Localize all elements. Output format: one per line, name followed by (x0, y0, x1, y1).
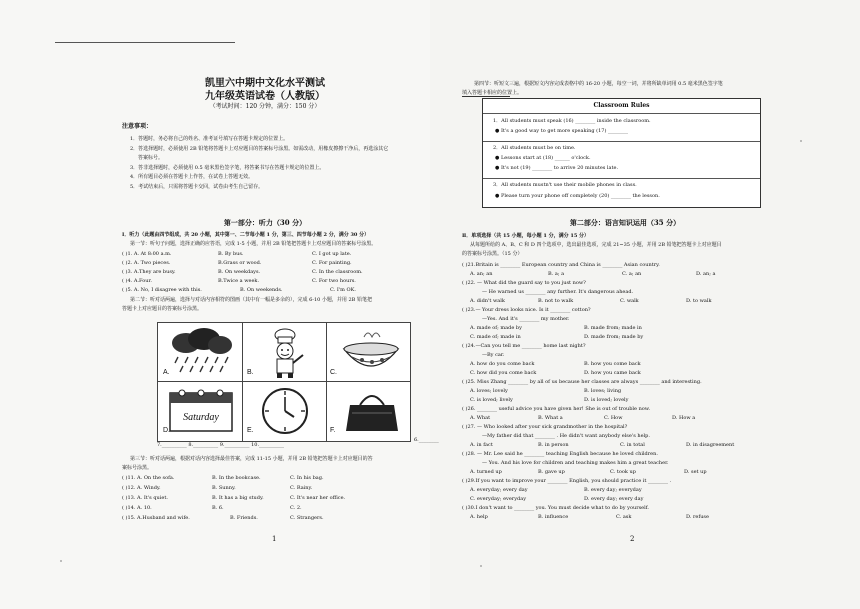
option-a: A. an; an (470, 271, 493, 277)
exam-title: 凯里六中期中文化水平测试 (205, 78, 325, 89)
option-c: C. in total (620, 442, 645, 448)
option-c: C. How (604, 415, 623, 421)
option-c: C. For two hours. (312, 278, 356, 284)
question-24: ( )24.—Can you tell me ________ home last night? (462, 343, 586, 349)
option-a: A. help (470, 514, 488, 520)
option-d: D. is loved; lovely (584, 397, 629, 403)
option-b: B. Sunny. (212, 485, 236, 491)
question-item: ( )5. A. No, I disagree with this. (122, 287, 202, 293)
chef-picture (260, 327, 310, 379)
notice-title: 注意事项： (122, 123, 153, 130)
question-26: ( )26. ________ useful advice you have given her! She is out of trouble now. (462, 406, 651, 412)
question-item: ( )1. A. At 8:00 a.m. (122, 251, 172, 257)
section1-instructions: 第一节：听句子问题，选择正确的应答语，完成 1-5 小题，并用 2B 铅笔把答题卡上对应题目的答案标号涂黑。 (130, 241, 377, 247)
option-c: C. ask (616, 514, 632, 520)
page-number: 2 (630, 535, 635, 543)
option-b: B. loves; living (584, 388, 622, 394)
option-c: C. 2. (290, 505, 302, 511)
question-28-line2: — You. And his love for children and teaching makes him a great teacher. (482, 460, 669, 466)
option-c: C. Strangers. (290, 515, 324, 521)
underline (462, 96, 510, 97)
option-b: B. gave up (538, 469, 565, 475)
question-item: ( )14. A. 10. (122, 505, 152, 511)
calendar-picture (164, 385, 238, 437)
notice-item: 答案标号。 (138, 155, 164, 161)
section4-instructions: 填入答题卡相应的位置上。 (462, 90, 523, 96)
question-22-line2: — He warned us ________ any further. It's dangerous ahead. (482, 289, 634, 295)
option-d: D. in disagreement (686, 442, 735, 448)
section3-instructions: 第三节：听对话两遍，根据对话内容选择最佳答案，完成 11-15 小题，并用 2B 铅笔把答题卡上对应题目的答 (130, 456, 373, 462)
option-b: B. in person (538, 442, 569, 448)
question-item: ( )2. A. Two pieces. (122, 260, 171, 266)
option-b: B. every day; everyday (584, 487, 642, 493)
rule-item: 3．All students mustn't use their mobile phones in class. (493, 182, 637, 188)
option-b: B. It has a big study. (212, 495, 264, 501)
question-25: ( )25. Miss Zhang ________ by all of us because her classes are always ________ and interesting. (462, 379, 702, 385)
rule-item: 1．All students must speak (16) ________ inside the classroom. (493, 118, 651, 124)
question-item: ( )12. A. Windy. (122, 485, 161, 491)
option-d: D. set up (684, 469, 707, 475)
rule-item: ● Please turn your phone off completely (20) ________ the lesson. (495, 193, 660, 199)
question-27-line2: —My father did that ________ . He didn't want anybody else's help. (482, 433, 650, 439)
option-b: B. made from; made in (584, 325, 642, 331)
question-29: ( )29.If you want to improve your ________ English, you should practice it ________ . (462, 478, 672, 484)
option-c: C. In the classroom. (312, 269, 363, 275)
header-rule (55, 42, 235, 43)
option-a: A. didn't walk (470, 298, 505, 304)
option-a: A. loves; lovely (470, 388, 508, 394)
rule-item: ● Lessons start at (18) ______ o'clock. (495, 155, 591, 161)
option-a: A. turned up (470, 469, 502, 475)
option-d: D. to walk (686, 298, 712, 304)
handbag-picture (342, 385, 402, 437)
rule-item: 2．All students must be on time. (493, 145, 576, 151)
rules-title: Classroom Rules (593, 102, 650, 109)
page-number: 1 (272, 535, 277, 543)
option-c: C. a; an (622, 271, 642, 277)
notice-item: 5．考试结束后，只需将答题卡交回，试卷由考生自己留存。 (130, 184, 264, 190)
question-item: ( )13. A. It's quiet. (122, 495, 168, 501)
clock-picture (258, 385, 312, 437)
classroom-rules-table (482, 98, 761, 208)
question-28: ( )28. — Mr. Lee said he ________ teaching English because he loved children. (462, 451, 658, 457)
option-b: B. On weekdays. (218, 269, 261, 275)
notice-item: 3．答非选择题时，必须使用 0.5 毫米黑色签字笔，将答案书写在答题卡规定的位置上。 (130, 165, 325, 171)
notice-item: 4．所有题目必须在答题卡上作答，在试卷上答题无效。 (130, 174, 254, 180)
option-c: C. In his bag. (290, 475, 324, 481)
mc-instructions: 的答案标号涂黑。（15 分） (462, 251, 523, 257)
section3-instructions: 案标号涂黑。 (122, 465, 153, 471)
question-21: ( )21.Britain is ________ European country and China is ________ Asian country. (462, 262, 660, 268)
question-23-line2: —Yes. And it's ________ my mother. (482, 316, 570, 322)
option-c: C. is loved; lively (470, 397, 513, 403)
option-b: B.Grass or wood. (218, 260, 262, 266)
option-b: B. In the bookcase. (212, 475, 261, 481)
question-item: ( )4. A.Four. (122, 278, 152, 284)
answer-blanks: 7.__________ 8.__________ 9.__________ 10.__________ (157, 442, 285, 448)
option-c: C. For painting. (312, 260, 352, 266)
question-item: ( )11. A. On the sofa. (122, 475, 175, 481)
option-c: C. walk (620, 298, 639, 304)
picture-grid (157, 322, 411, 442)
option-d: D. an; a (696, 271, 716, 277)
rain-cloud-picture (164, 327, 236, 377)
question-24-line2: —By car. (482, 352, 505, 358)
option-c: C. I'm OK. (330, 287, 356, 293)
calendar-text: Saturday (183, 412, 219, 423)
option-c: C. took up (610, 469, 636, 475)
exam-info: （考试时间：120 分钟，满分：150 分） (209, 103, 321, 110)
notice-item: 1．答题时，务必将自己的姓名、准考证号填写在答题卡规定的位置上。 (130, 136, 289, 142)
option-d: D. every day; every day (584, 496, 644, 502)
listening-heading: Ⅰ．听力（此题由四节组成，共 20 小题，其中第一、二节每小题 1 分，第三、四节每小题 2 分，满分 30 分） (122, 232, 370, 238)
option-b: B. Friends. (230, 515, 258, 521)
question-30: ( )30.I don't want to ________ you. You must decide what to do by yourself. (462, 505, 649, 511)
question-item: ( )3. A.They are busy. (122, 269, 176, 275)
question-item: ( )15. A.Husband and wife. (122, 515, 190, 521)
question-27: ( )27. — Who looked after your sick grandmother in the hospital? (462, 424, 628, 430)
option-c: C. made of; made in (470, 334, 521, 340)
picture-label: D. (163, 427, 170, 434)
section2-instructions: 第二节：听对话两遍，选择与对话内容相符的图画（其中有一幅是多余的），完成 6-10 小题，并用 2B 铅笔把 (130, 297, 372, 303)
answer-blank-6: 6.________ (414, 437, 439, 443)
option-a: A. how do you come back (470, 361, 535, 367)
option-d: D. refuse (686, 514, 709, 520)
part1-title: 第一部分：听力（30 分） (223, 218, 307, 227)
scan-speck (60, 560, 62, 562)
option-b: B.Twice a week. (218, 278, 260, 284)
picture-label: F. (330, 427, 336, 434)
mc-heading: Ⅱ．单项选择（共 15 小题，每小题 1 分，满分 15 分） (462, 233, 590, 239)
option-c: C. I got up late. (312, 251, 352, 257)
option-c: C. It's near her office. (290, 495, 346, 501)
option-b: B. influence (538, 514, 569, 520)
option-b: B. not to walk (538, 298, 574, 304)
option-a: A. everyday; every day (470, 487, 528, 493)
picture-label: C. (330, 369, 337, 376)
picture-label: E. (247, 427, 254, 434)
option-b: B. By bus. (218, 251, 244, 257)
option-d: D. How a (672, 415, 696, 421)
picture-label: B. (247, 369, 254, 376)
option-d: D. made from; made by (584, 334, 644, 340)
exam-subtitle: 九年级英语试卷（人教版） (205, 91, 325, 102)
option-b: B. how you come back (584, 361, 641, 367)
question-23: ( )23.— Your dress looks nice. Is it ________ cotton? (462, 307, 591, 313)
picture-label: A. (163, 369, 170, 376)
option-c: C. how did you come back (470, 370, 537, 376)
bowl-picture (338, 327, 404, 377)
part2-title: 第二部分：语言知识运用（35 分） (569, 218, 681, 227)
scan-speck (480, 565, 482, 567)
option-b: B. a; a (548, 271, 565, 277)
notice-item: 2．答选择题时，必须使用 2B 铅笔将答题卡上对应题目的答案标号涂黑。如需改动，用橡皮擦擦干净后，再选涂其它 (130, 146, 389, 152)
option-c: C. Rainy. (290, 485, 313, 491)
mc-instructions: 从每题所给的 A、B、C 和 D 四个选项中，选出最佳选项，完成 21~35 小题，并用 2B 铅笔把答题卡上对应题目 (470, 242, 722, 248)
scan-speck (800, 140, 802, 142)
rule-item: ● It's not (19) ________ to arrive 20 minutes late. (495, 165, 619, 171)
option-b: B. What a (538, 415, 563, 421)
option-a: A. What (470, 415, 491, 421)
option-b: B. 6. (212, 505, 224, 511)
section2-instructions: 答题卡上对应题目的答案标号涂黑。 (122, 306, 203, 312)
option-b: B. On weekends. (240, 287, 283, 293)
option-c: C. everyday; everyday (470, 496, 527, 502)
option-a: A. made of; made by (470, 325, 522, 331)
question-22: ( )22. — What did the guard say to you just now? (462, 280, 586, 286)
rule-item: ● It's a good way to get more speaking (17) ________ (495, 128, 628, 134)
section4-instructions: 第四节：听短文三遍，根据短文内容完成表格中的 16-20 小题，每空一词，并将所缺单词用 0.5 毫米黑色签字笔 (474, 81, 723, 87)
option-a: A. in fact (470, 442, 493, 448)
option-d: D. how you came back (584, 370, 641, 376)
